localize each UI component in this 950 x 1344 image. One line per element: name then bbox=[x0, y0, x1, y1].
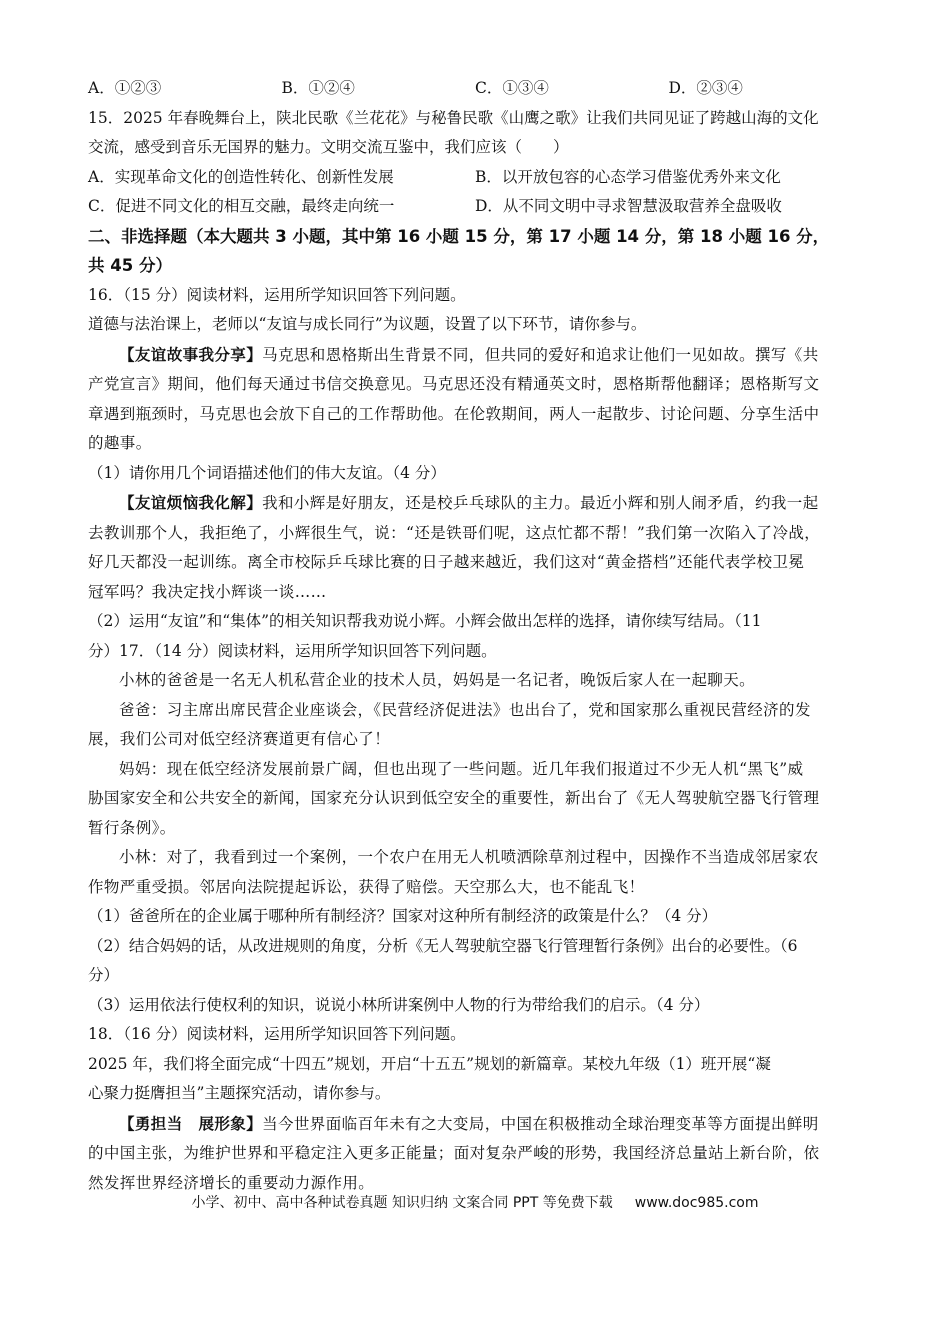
q16-box2-line-1 bbox=[88, 488, 862, 519]
q16-box2-line-4: 冠军吗？我决定找小辉谈一谈…… bbox=[88, 582, 327, 601]
section-2-heading-line-1: 二、非选择题（本大题共 3 小题，其中第 16 小题 15 分，第 17 小题 14 分，第 18 小题 16 分， bbox=[88, 226, 830, 246]
q14-option-d: D．②③④ bbox=[668, 79, 743, 97]
q14-options bbox=[88, 74, 862, 104]
q17-sub-question-2-line-2: 分） bbox=[88, 966, 120, 984]
q16-sub-question-1: （1）请你用几个词语描述他们的伟大友谊。（4 分） bbox=[88, 463, 446, 482]
q17-paragraph-4-line-1: 小林：对了，我看到过一个案例，一个农户在用无人机喷洒除草剂过程中，因操作不当造成邻居家农 bbox=[119, 848, 819, 866]
q14-option-a: A．①②③ bbox=[88, 79, 162, 97]
q16-box1-text-1: 马克思和恩格斯出生背景不同，但共同的爱好和追求让他们一见如故。撰写《共 bbox=[262, 345, 819, 364]
q18-box-line-3: 然发挥世界经济增长的重要动力源作用。 bbox=[88, 1173, 375, 1192]
q16-box1-line-4: 的趣事。 bbox=[88, 434, 152, 452]
q17-sub-question-1: （1）爸爸所在的企业属于哪种所有制经济？国家对这种所有制经济的政策是什么？（4 分） bbox=[88, 907, 718, 925]
q16-intro: 16．（15 分）阅读材料，运用所学知识回答下列问题。 bbox=[88, 285, 466, 304]
q15-option-d: D．从不同文明中寻求智慧汲取营养全盘吸收 bbox=[475, 197, 782, 215]
q16-box1-title: 【友谊故事我分享】 bbox=[119, 344, 263, 364]
footer-text: 小学、初中、高中各种试卷真题 知识归纳 文案合同 PPT 等免费下载 bbox=[191, 1195, 613, 1211]
q18-context-line-2: 心聚力挺膺担当”主题探究活动，请你参与。 bbox=[88, 1084, 391, 1102]
q17-sub-question-3: （3）运用依法行使权利的知识，说说小林所讲案例中人物的行为带给我们的启示。（4 分） bbox=[88, 995, 710, 1014]
q17-paragraph-3-line-2: 胁国家安全和公共安全的新闻，国家充分认识到低空安全的重要性，新出台了《无人驾驶航空器飞行管理 bbox=[88, 789, 820, 807]
q15-options-row-2 bbox=[88, 192, 862, 222]
q16-box2-title: 【友谊烦恼我化解】 bbox=[119, 493, 263, 512]
q15-option-c: C．促进不同文化的相互交融，最终走向统一 bbox=[88, 197, 395, 215]
q15-stem-line-1: 15．2025 年春晚舞台上，陕北民歌《兰花花》与秘鲁民歌《山鹰之歌》让我们共同见证了跨越山海的文化 bbox=[88, 108, 819, 127]
q16-box1-line-2: 产党宣言》期间，他们每天通过书信交换意见。马克思还没有精通英文时，恩格斯帮他翻译；恩格斯写文 bbox=[88, 375, 820, 393]
page-footer bbox=[0, 1192, 950, 1212]
q17-paragraph-3-line-1: 妈妈：现在低空经济发展前景广阔，但也出现了一些问题。近几年我们报道过不少无人机“黑飞”威 bbox=[119, 759, 804, 778]
section-2-heading-line-2: 共 45 分） bbox=[88, 256, 172, 275]
q17-sub-question-2-line-1: （2）结合妈妈的话，从改进规则的角度，分析《无人驾驶航空器飞行管理暂行条例》出台的必要性。（6 bbox=[88, 936, 798, 955]
q15-option-b: B．以开放包容的心态学习借鉴优秀外来文化 bbox=[475, 167, 781, 186]
q17-paragraph-4-line-2: 作物严重受损。邻居向法院提起诉讼，获得了赔偿。天空那么大，也不能乱飞！ bbox=[88, 877, 645, 896]
q17-paragraph-3-line-3: 暂行条例》。 bbox=[88, 818, 176, 837]
footer-url[interactable]: www.doc985.com bbox=[634, 1195, 759, 1211]
q16-box2-line-3: 好几天都没一起训练。离全市校际乒乓球比赛的日子越来越近，我们这对“黄金搭档”还能代表学校卫冕 bbox=[88, 553, 805, 571]
q18-context-line-1: 2025 年，我们将全面完成“十四五”规划，开启“十五五”规划的新篇章。某校九年级（1）班开展“凝 bbox=[88, 1054, 771, 1073]
q18-box-title: 【勇担当 展形象】 bbox=[119, 1113, 263, 1133]
q16-sub-question-2-line-1: （2）运用“友谊”和“集体”的相关知识帮我劝说小辉。小辉会做出怎样的选择，请你续写结局。（11 bbox=[88, 612, 762, 630]
q15-stem-line-2: 交流，感受到音乐无国界的魅力。文明交流互鉴中，我们应该（ ） bbox=[88, 138, 569, 156]
q14-option-c: C．①③④ bbox=[475, 79, 549, 97]
q18-box-line-1 bbox=[88, 1109, 862, 1140]
q18-box-text-1: 当今世界面临百年未有之大变局，中国在积极推动全球治理变革等方面提出鲜明 bbox=[262, 1114, 819, 1133]
q16-box2-line-2: 去教训那个人，我拒绝了，小辉很生气，说：“还是铁哥们呢，这点忙都不帮！”我们第一次陷入了冷战， bbox=[88, 523, 821, 542]
q16-box2-text-1: 我和小辉是好朋友，还是校乒乓球队的主力。最近小辉和别人闹矛盾，约我一起 bbox=[262, 494, 819, 512]
q16-box1-line-3: 章遇到瓶颈时，马克思也会放下自己的工作帮助他。在伦敦期间，两人一起散步、讨论问题、分享生活中 bbox=[88, 404, 820, 423]
q16-sub-question-2-line-2: 分）17．（14 分）阅读材料，运用所学知识回答下列问题。 bbox=[88, 641, 497, 660]
q16-context: 道德与法治课上，老师以“友谊与成长同行”为议题，设置了以下环节，请你参与。 bbox=[88, 315, 647, 333]
q17-paragraph-2-line-2: 展，我们公司对低空经济赛道更有信心了！ bbox=[88, 730, 391, 748]
q15-options-row-1 bbox=[88, 163, 862, 193]
q14-option-b: B．①②④ bbox=[281, 79, 355, 97]
q18-intro: 18．（16 分）阅读材料，运用所学知识回答下列问题。 bbox=[88, 1025, 466, 1043]
q16-box1-line-1 bbox=[88, 340, 862, 371]
q18-box-line-2: 的中国主张，为维护世界和平稳定注入更多正能量；面对复杂严峻的形势，我国经济总量站上新台阶，依 bbox=[88, 1144, 820, 1162]
q17-paragraph-2-line-1: 爸爸：习主席出席民营企业座谈会，《民营经济促进法》也出台了，党和国家那么重视民营经济的发 bbox=[119, 700, 811, 719]
q17-paragraph-1: 小林的爸爸是一名无人机私营企业的技术人员，妈妈是一名记者，晚饭后家人在一起聊天。 bbox=[119, 671, 756, 689]
q15-option-a: A．实现革命文化的创造性转化、创新性发展 bbox=[88, 167, 394, 186]
